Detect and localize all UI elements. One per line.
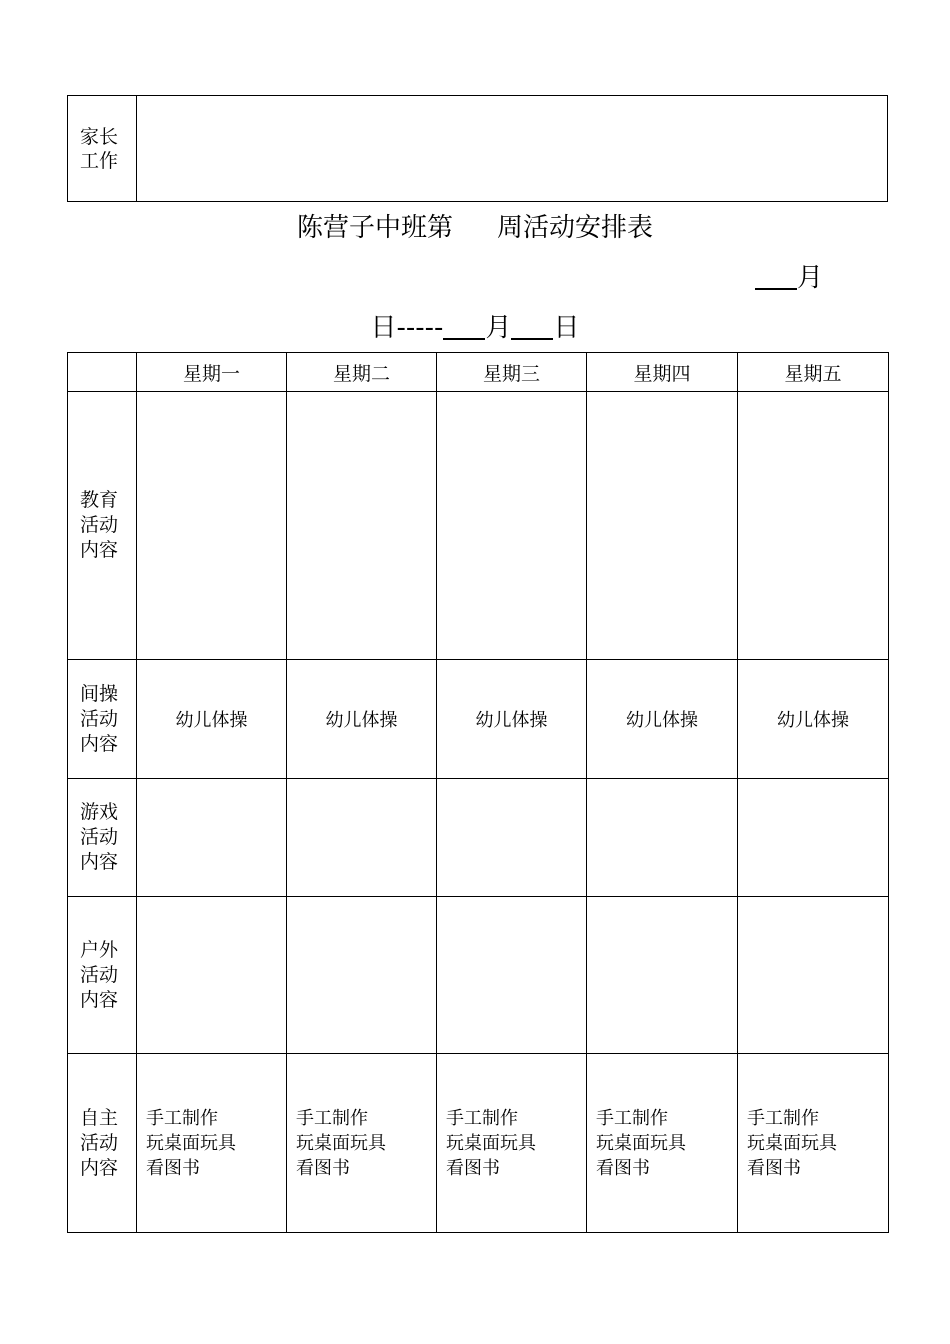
education-label-cell	[68, 392, 137, 660]
header-corner-cell	[68, 353, 137, 392]
game-cell-wednesday[interactable]	[437, 779, 587, 897]
outdoor-cell-thursday[interactable]	[587, 897, 738, 1054]
free-item: 看图书	[596, 1157, 650, 1179]
day-header-thursday: 星期四	[587, 353, 738, 392]
free-cell-friday[interactable]	[738, 1054, 889, 1233]
free-item: 玩桌面玩具	[146, 1132, 236, 1154]
exercise-label-cell	[68, 660, 137, 779]
free-item: 看图书	[296, 1157, 350, 1179]
outdoor-label-cell	[68, 897, 137, 1054]
game-label: 游戏活动内容	[80, 801, 119, 873]
end-day-label: 日	[553, 313, 580, 343]
education-cell-wednesday[interactable]	[437, 392, 587, 660]
free-item: 玩桌面玩具	[296, 1132, 386, 1154]
game-cell-monday[interactable]	[137, 779, 287, 897]
exercise-cell-wednesday[interactable]: 幼儿体操	[437, 660, 587, 779]
day-header-wednesday: 星期三	[437, 353, 587, 392]
outdoor-label: 户外活动内容	[80, 938, 119, 1011]
exercise-row	[68, 660, 889, 779]
title-suffix: 周活动安排表	[497, 213, 654, 243]
outdoor-cell-tuesday[interactable]	[287, 897, 437, 1054]
free-activity-row	[68, 1054, 889, 1233]
end-month-label: 月	[485, 313, 512, 343]
parent-work-content[interactable]	[137, 96, 887, 201]
free-item: 看图书	[747, 1157, 801, 1179]
education-cell-monday[interactable]	[137, 392, 287, 660]
start-month-label: 月	[797, 263, 824, 293]
education-row	[68, 392, 889, 660]
outdoor-cell-friday[interactable]	[738, 897, 889, 1054]
exercise-cell-friday[interactable]: 幼儿体操	[738, 660, 889, 779]
game-cell-thursday[interactable]	[587, 779, 738, 897]
outdoor-cell-monday[interactable]	[137, 897, 287, 1054]
education-cell-friday[interactable]	[738, 392, 889, 660]
title-prefix: 陈营子中班第	[296, 213, 453, 243]
free-item: 手工制作	[747, 1107, 819, 1129]
end-day-blank[interactable]	[511, 310, 553, 340]
free-item: 手工制作	[596, 1107, 668, 1129]
date-range	[0, 308, 950, 348]
free-item: 手工制作	[146, 1107, 218, 1129]
header-row	[68, 353, 889, 392]
game-label-cell	[68, 779, 137, 897]
day-header-friday: 星期五	[738, 353, 889, 392]
game-cell-friday[interactable]	[738, 779, 889, 897]
day-header-tuesday: 星期二	[287, 353, 437, 392]
day-header-monday: 星期一	[137, 353, 287, 392]
parent-work-box	[67, 95, 888, 202]
free-cell-wednesday[interactable]	[437, 1054, 587, 1233]
parent-work-label-cell	[68, 96, 137, 201]
free-item: 玩桌面玩具	[446, 1132, 536, 1154]
date-dashes: -----	[396, 313, 444, 343]
exercise-label: 间操活动内容	[80, 682, 119, 755]
education-cell-thursday[interactable]	[587, 392, 738, 660]
date-start-month	[755, 258, 823, 298]
free-item: 手工制作	[296, 1107, 368, 1129]
outdoor-cell-wednesday[interactable]	[437, 897, 587, 1054]
outdoor-row	[68, 897, 889, 1054]
page-title	[0, 208, 950, 248]
free-cell-tuesday[interactable]	[287, 1054, 437, 1233]
start-month-blank[interactable]	[755, 260, 797, 290]
schedule-table	[67, 352, 889, 1233]
end-month-blank[interactable]	[443, 310, 485, 340]
free-cell-monday[interactable]	[137, 1054, 287, 1233]
free-label: 自主活动内容	[80, 1106, 119, 1179]
free-item: 玩桌面玩具	[747, 1132, 837, 1154]
education-cell-tuesday[interactable]	[287, 392, 437, 660]
exercise-cell-monday[interactable]: 幼儿体操	[137, 660, 287, 779]
free-item: 看图书	[146, 1157, 200, 1179]
game-row	[68, 779, 889, 897]
free-label-cell	[68, 1054, 137, 1233]
free-item: 看图书	[446, 1157, 500, 1179]
free-cell-thursday[interactable]	[587, 1054, 738, 1233]
parent-work-label: 家长工作	[80, 125, 119, 172]
free-item: 玩桌面玩具	[596, 1132, 686, 1154]
exercise-cell-thursday[interactable]: 幼儿体操	[587, 660, 738, 779]
start-day-label: 日	[370, 313, 397, 343]
game-cell-tuesday[interactable]	[287, 779, 437, 897]
exercise-cell-tuesday[interactable]: 幼儿体操	[287, 660, 437, 779]
free-item: 手工制作	[446, 1107, 518, 1129]
education-label: 教育活动内容	[80, 489, 119, 561]
